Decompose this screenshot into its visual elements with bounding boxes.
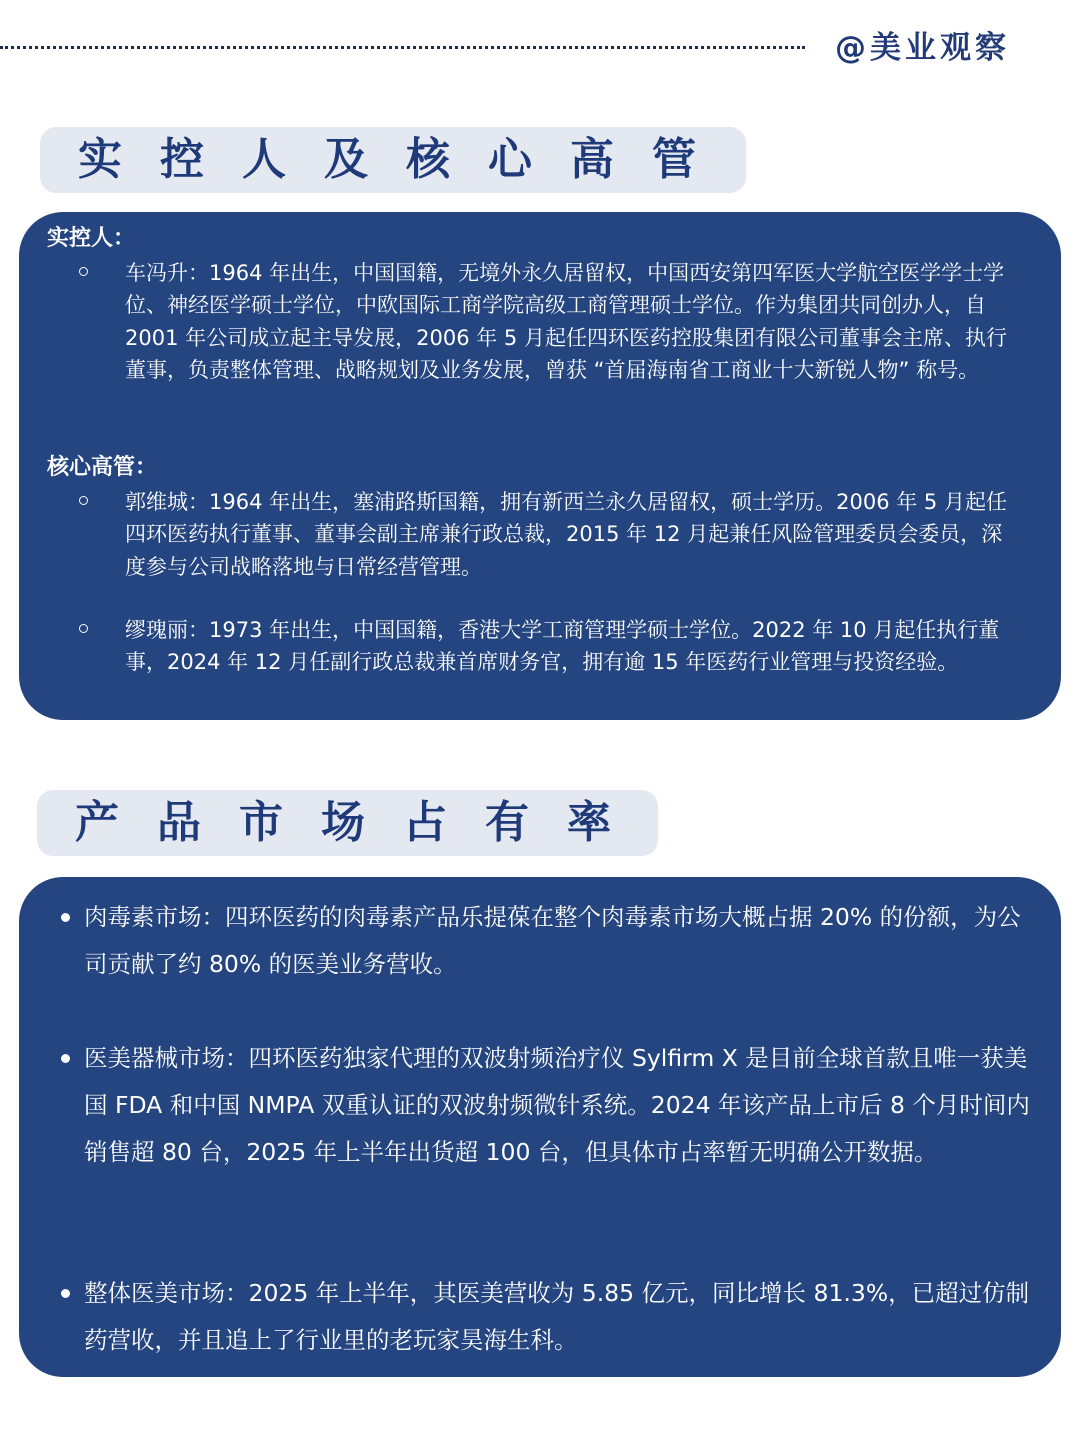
controller-label: 实控人： (47, 226, 136, 251)
brand-watermark: @美业观察 (835, 30, 1010, 66)
list-item-text: 医美器械市场：四环医药独家代理的双波射频治疗仪 Sylfirm X 是目前全球首款且唯一获美国 FDA 和中国 NMPA 双重认证的双波射频微针系统。2024 年该产品上市后 8 个月时间内销售超 80 台，2025 年上半年出货超 100 台，但具体市占率暂无明确公开数据。 (84, 1044, 1030, 1166)
hollow-circle-bullet-icon (79, 624, 88, 633)
section-title-executives: 实控人及核心高管 (40, 127, 746, 193)
executives-label: 核心高管： (47, 455, 158, 480)
section-title-market-share: 产品市场占有率 (37, 790, 658, 856)
bullet-dot-icon (61, 1054, 70, 1063)
list-item (101, 486, 1021, 583)
list-item (101, 257, 1021, 387)
list-item-text: 缪瑰丽：1973 年出生，中国国籍，香港大学工商管理学硕士学位。2022 年 10 月起任执行董事，2024 年 12 月任副行政总裁兼首席财务官，拥有逾 15 年医药行业管理与投资经验。 (125, 618, 1000, 675)
hollow-circle-bullet-icon (79, 267, 88, 276)
list-item-text: 肉毒素市场：四环医药的肉毒素产品乐提葆在整个肉毒素市场大概占据 20% 的份额，为公司贡献了约 80% 的医美业务营收。 (84, 903, 1021, 978)
list-item (55, 1270, 1035, 1364)
bullet-dot-icon (61, 1289, 70, 1298)
market-share-panel (19, 877, 1061, 1377)
executives-panel (19, 212, 1061, 720)
list-item-text: 整体医美市场：2025 年上半年，其医美营收为 5.85 亿元，同比增长 81.3%，已超过仿制药营收，并且追上了行业里的老玩家昊海生科。 (84, 1279, 1030, 1354)
header-dotted-rule (0, 46, 805, 49)
list-item (55, 894, 1035, 988)
hollow-circle-bullet-icon (79, 496, 88, 505)
list-item (101, 614, 1021, 679)
list-item (55, 1035, 1035, 1176)
list-item-text: 郭维城：1964 年出生，塞浦路斯国籍，拥有新西兰永久居留权，硕士学历。2006 年 5 月起任四环医药执行董事、董事会副主席兼行政总裁，2015 年 12 月起兼任风险管理委员会委员，深度参与公司战略落地与日常经营管理。 (125, 490, 1007, 579)
list-item-text: 车冯升：1964 年出生，中国国籍，无境外永久居留权，中国西安第四军医大学航空医学学士学位、神经医学硕士学位，中欧国际工商学院高级工商管理硕士学位。作为集团共同创办人，自 2001 年公司成立起主导发展，2006 年 5 月起任四环医药控股集团有限公司董事会主席、执行董事，负责整体管理、战略规划及业务发展，曾获 “首届海南省工商业十大新锐人物” 称号。 (125, 261, 1007, 383)
bullet-dot-icon (61, 913, 70, 922)
